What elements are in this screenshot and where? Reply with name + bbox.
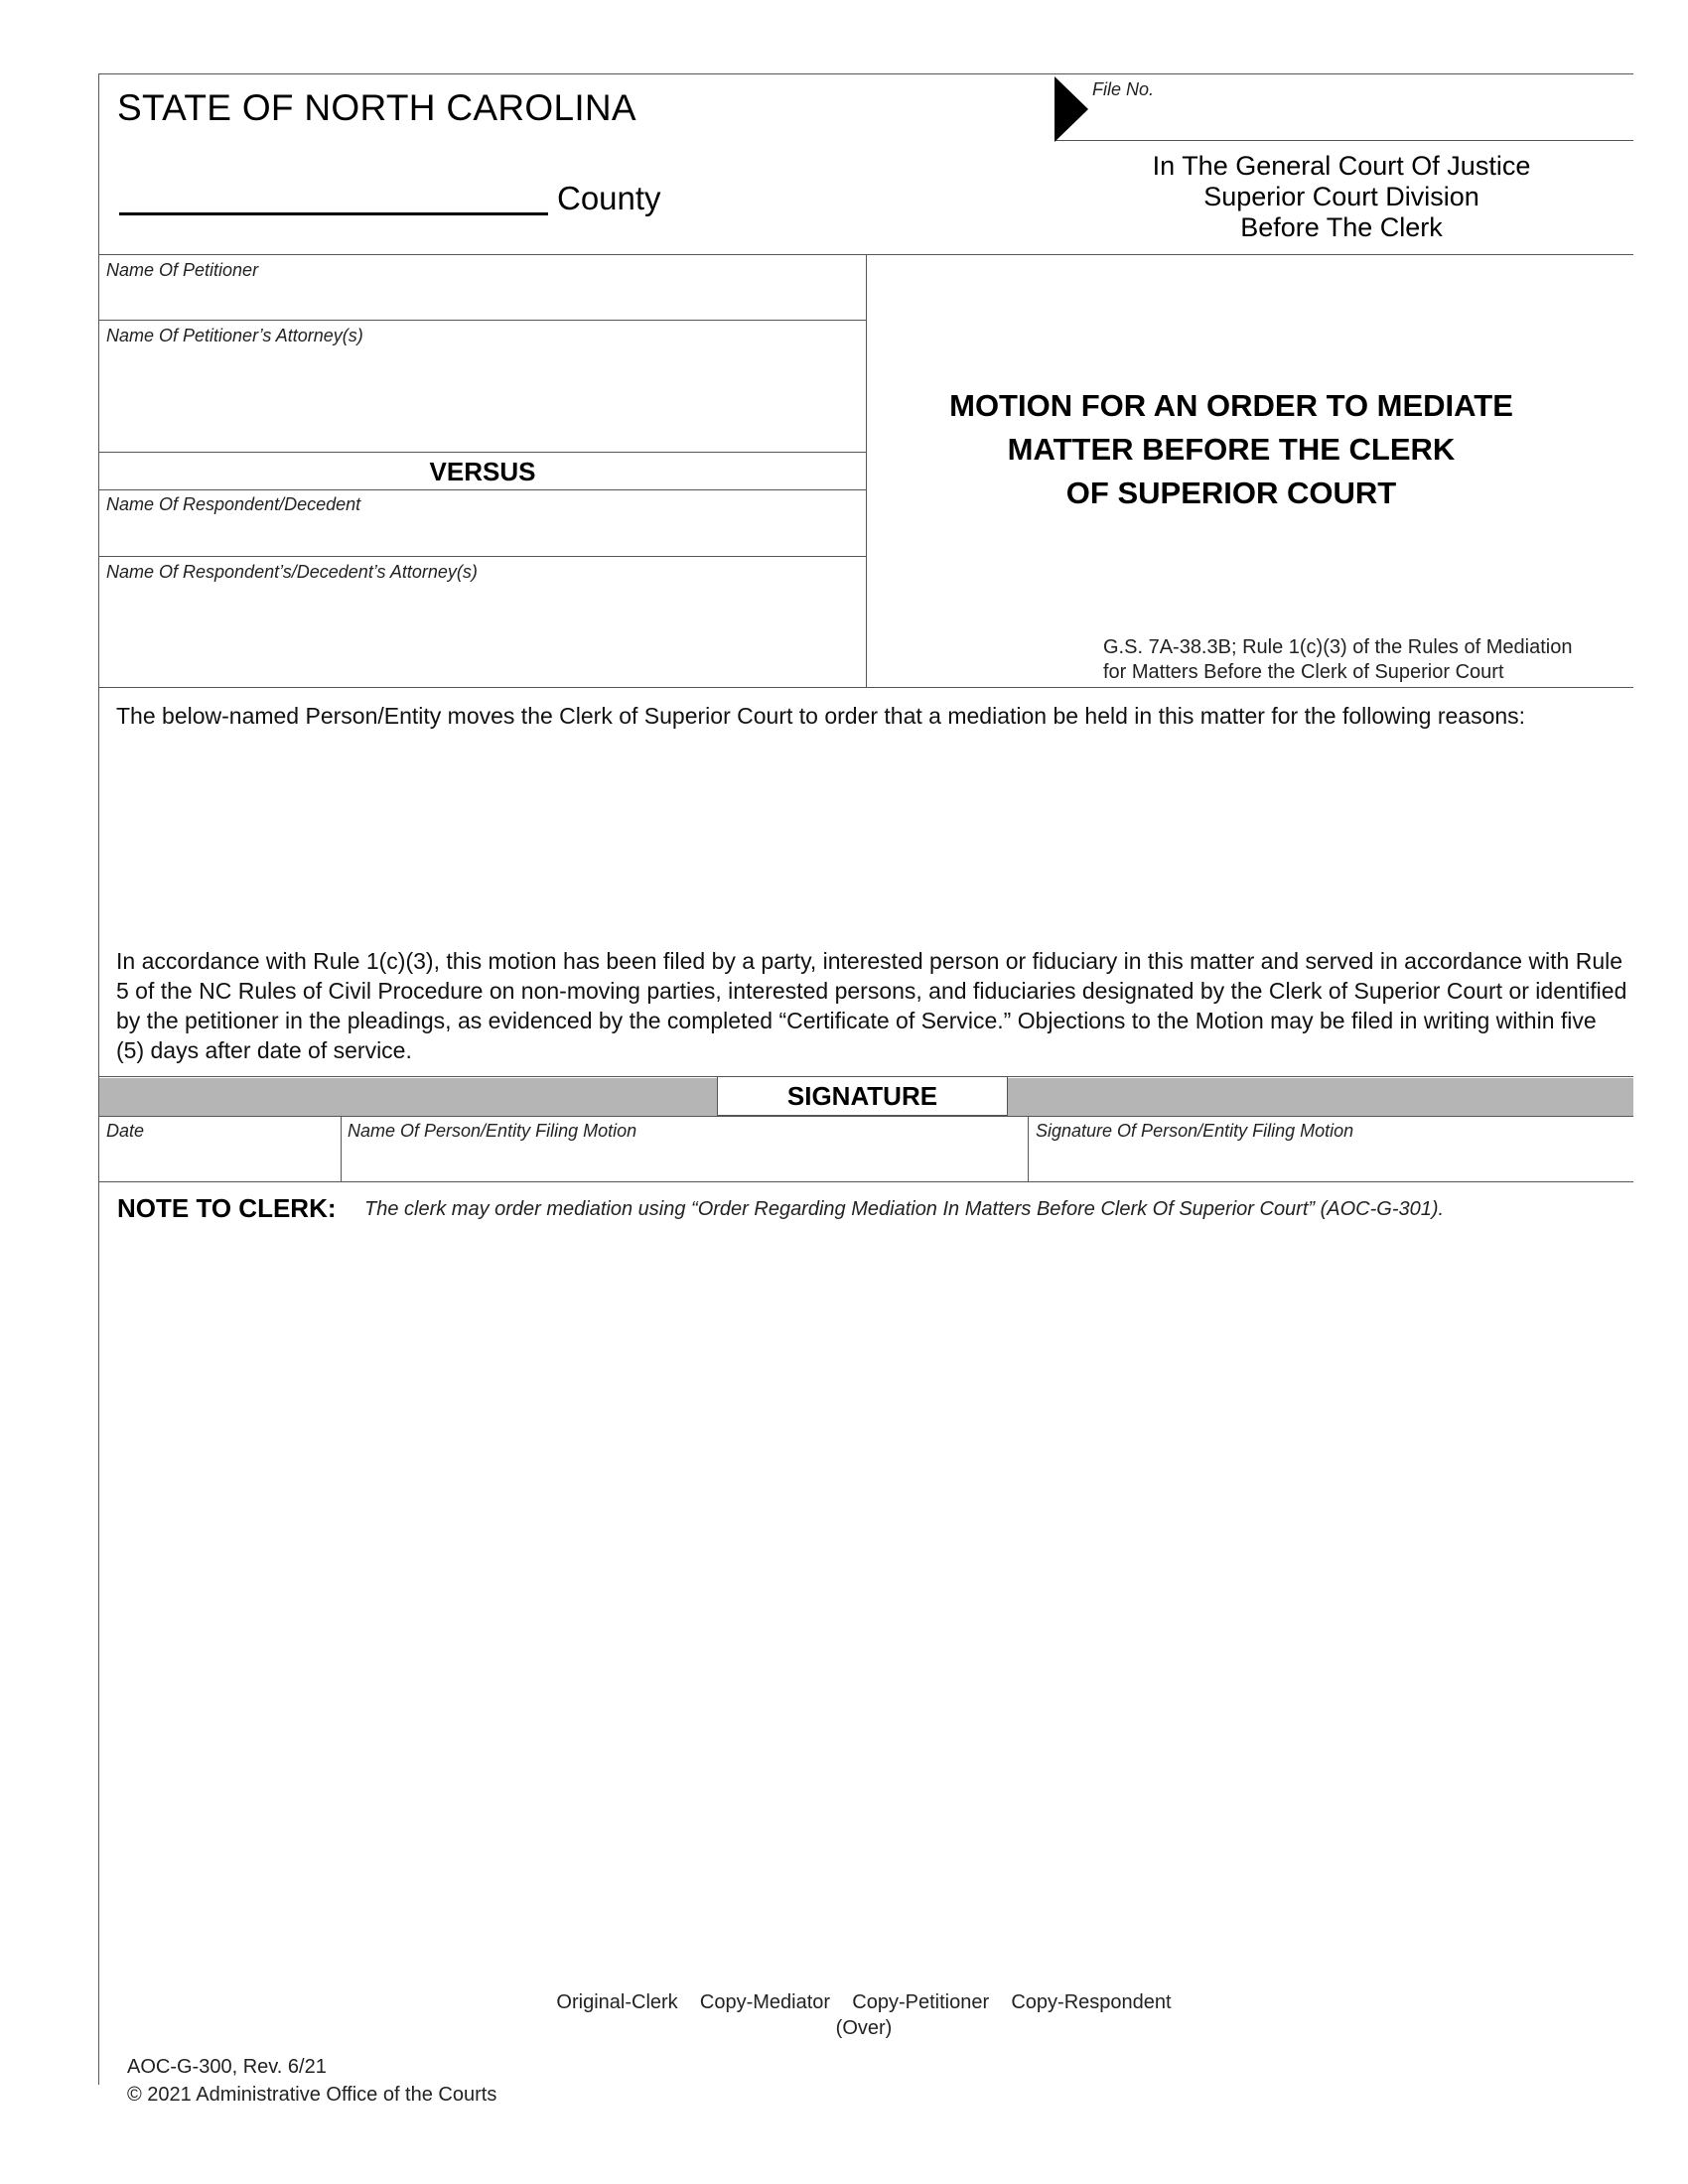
respondent-label: Name Of Respondent/Decedent bbox=[106, 494, 361, 514]
file-no-field[interactable] bbox=[1092, 99, 1628, 137]
signature-bottom bbox=[98, 1181, 1633, 1182]
statute-reference bbox=[1103, 635, 1572, 685]
petitioner-attorney-field[interactable] bbox=[104, 349, 859, 447]
form-title-line: OF SUPERIOR COURT bbox=[1065, 476, 1397, 510]
filer-signature-label: Signature Of Person/Entity Filing Motion bbox=[1036, 1121, 1354, 1141]
note-text: The clerk may order mediation using “Order Regarding Mediation In Matters Before Clerk Of Superior Court” (AOC-G-301). bbox=[364, 1198, 1445, 1220]
form-title bbox=[874, 384, 1589, 515]
court-line: In The General Court Of Justice bbox=[1152, 151, 1531, 181]
versus-divider bbox=[98, 489, 866, 490]
parties-bottom bbox=[98, 687, 1633, 688]
petitioner-field[interactable] bbox=[104, 283, 859, 317]
respondent-field[interactable] bbox=[104, 518, 859, 552]
filer-name-label: Name Of Person/Entity Filing Motion bbox=[348, 1121, 637, 1141]
file-arrow-icon bbox=[1055, 76, 1088, 142]
county-label: County bbox=[557, 180, 661, 216]
court-line: Before The Clerk bbox=[1240, 212, 1443, 242]
signature-heading: SIGNATURE bbox=[717, 1076, 1008, 1116]
over-note: (Over) bbox=[835, 2017, 893, 2039]
copyright: © 2021 Administrative Office of the Courts bbox=[127, 2084, 497, 2106]
date-divider bbox=[341, 1116, 342, 1181]
note-heading: NOTE TO CLERK: bbox=[117, 1193, 337, 1223]
form-title-line: MOTION FOR AN ORDER TO MEDIATE bbox=[949, 388, 1513, 423]
petitioner-attorney-label: Name Of Petitioner’s Attorney(s) bbox=[106, 326, 363, 345]
attorney-divider bbox=[98, 452, 866, 453]
respondent-attorney-label: Name Of Respondent’s/Decedent’s Attorney(s) bbox=[106, 562, 478, 582]
accordance-paragraph: In accordance with Rule 1(c)(3), this motion has been filed by a party, interested person or fiduciary in this matter and served in accordance with Rule 5 of the NC Rules of Civil Procedure on non-moving parties, interested persons, and fiduciaries designated by the Clerk of Superior Court or identified by the petitioner in the pleadings, as evidenced by the completed “Certificate of Service.” Objections to the Motion may be filed in writing within five (5) days after date of service. bbox=[116, 948, 1627, 1063]
date-label: Date bbox=[106, 1121, 145, 1141]
parties-divider bbox=[866, 254, 867, 687]
reasons-field[interactable] bbox=[116, 764, 1625, 933]
versus-heading: VERSUS bbox=[429, 457, 536, 486]
intro-paragraph: The below-named Person/Entity moves the Clerk of Superior Court to order that a mediation be held in this matter for the following reasons: bbox=[116, 703, 1526, 729]
state-title: STATE OF NORTH CAROLINA bbox=[117, 87, 636, 128]
signature-bar-bottom bbox=[98, 1116, 1633, 1117]
statute-line: G.S. 7A-38.3B; Rule 1(c)(3) of the Rules of Mediation bbox=[1103, 636, 1573, 658]
respondent-attorney-field[interactable] bbox=[104, 586, 859, 683]
court-block bbox=[1055, 151, 1628, 243]
copies-distribution bbox=[397, 1989, 1331, 2041]
copies-line: Original-Clerk Copy-Mediator Copy-Petitioner Copy-Respondent bbox=[556, 1991, 1172, 2013]
form-title-line: MATTER BEFORE THE CLERK bbox=[1007, 432, 1456, 467]
file-no-underline bbox=[1055, 140, 1633, 141]
form-number: AOC-G-300, Rev. 6/21 bbox=[127, 2056, 327, 2078]
filer-name-field[interactable] bbox=[348, 1144, 1023, 1177]
court-line: Superior Court Division bbox=[1203, 182, 1479, 211]
name-divider bbox=[1028, 1116, 1029, 1181]
filer-signature-field[interactable] bbox=[1036, 1144, 1628, 1177]
date-field[interactable] bbox=[104, 1144, 335, 1177]
top-border bbox=[98, 73, 1633, 74]
petitioner-divider bbox=[98, 320, 866, 321]
file-no-label: File No. bbox=[1092, 79, 1155, 99]
petitioner-label: Name Of Petitioner bbox=[106, 260, 259, 280]
respondent-divider bbox=[98, 556, 866, 557]
form-footer bbox=[127, 2053, 496, 2109]
statute-line: for Matters Before the Clerk of Superior Court bbox=[1103, 661, 1504, 683]
county-blank[interactable] bbox=[119, 212, 548, 215]
